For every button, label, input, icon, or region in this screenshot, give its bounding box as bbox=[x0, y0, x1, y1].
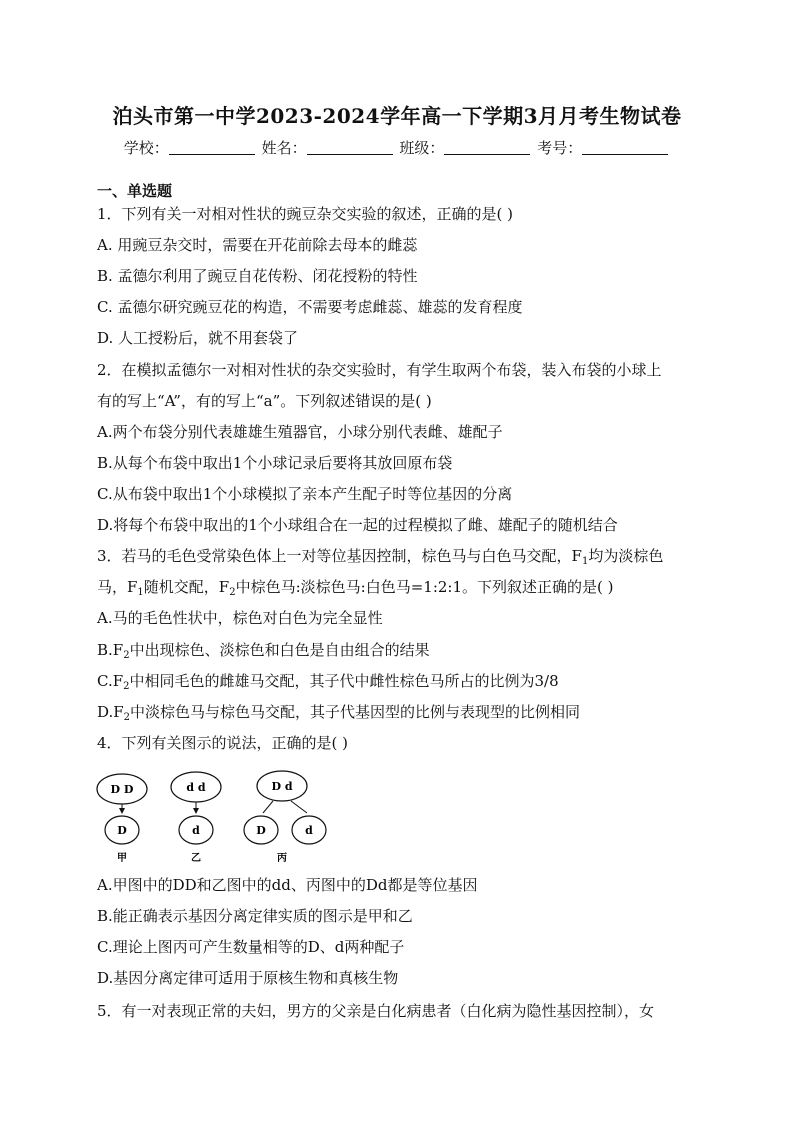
diagram-label: 乙 bbox=[191, 853, 201, 864]
q2-option-b: B.从每个布袋中取出1个小球记录后要将其放回原布袋 bbox=[97, 454, 453, 472]
branch-line bbox=[263, 801, 273, 813]
q4-option-c: C.理论上图丙可产生数量相等的D、d两种配子 bbox=[97, 938, 405, 956]
q2-stem-line2: 有的写上“A”，有的写上“a”。下列叙述错误的是( ) bbox=[97, 392, 432, 410]
gamete-text: D bbox=[256, 824, 266, 837]
subscript: 2 bbox=[123, 681, 130, 692]
q3-option-d bbox=[97, 702, 580, 722]
q4-option-a: A.甲图中的DD和乙图中的dd、丙图中的Dd都是等位基因 bbox=[97, 876, 478, 894]
q3-stem-text: 马，F bbox=[97, 578, 138, 596]
diagram-label: 甲 bbox=[117, 853, 127, 864]
subscript: 2 bbox=[123, 650, 130, 661]
exam-no-label: 考号： bbox=[537, 139, 583, 157]
section-title: 一、单选题 bbox=[97, 182, 173, 200]
name-label: 姓名： bbox=[261, 139, 307, 157]
subscript: 1 bbox=[137, 587, 144, 598]
genotype-text: D D bbox=[110, 783, 134, 796]
school-blank[interactable] bbox=[169, 140, 255, 155]
q3-stem-line2 bbox=[97, 577, 613, 597]
q3-stem-text: 随机交配，F bbox=[143, 578, 230, 596]
class-blank[interactable] bbox=[444, 140, 530, 155]
q1-stem: 1．下列有关一对相对性状的豌豆杂交实验的叙述，正确的是( ) bbox=[97, 205, 514, 223]
q4-option-d: D.基因分离定律可适用于原核生物和真核生物 bbox=[97, 969, 399, 987]
genotype-text: D d bbox=[271, 780, 293, 793]
q3-stem-text: 均为淡棕色 bbox=[588, 547, 664, 565]
gamete-text: D bbox=[117, 824, 127, 837]
diagram-label: 丙 bbox=[277, 853, 287, 864]
option-text: 中相同毛色的雌雄马交配，其子代中雌性棕色马所占的比例为3/8 bbox=[129, 672, 559, 690]
q1-option-a: A. 用豌豆杂交时，需要在开花前除去母本的雌蕊 bbox=[97, 236, 418, 254]
option-text: B.F bbox=[97, 641, 124, 659]
option-text: 中淡棕色马与棕色马交配，其子代基因型的比例与表现型的比例相同 bbox=[130, 703, 581, 721]
q5-stem-line1: 5．有一对表现正常的夫妇，男方的父亲是白化病患者（白化病为隐性基因控制），女 bbox=[97, 1002, 655, 1020]
subscript: 2 bbox=[123, 712, 131, 723]
exam-no-blank[interactable] bbox=[582, 140, 668, 155]
school-label: 学校： bbox=[123, 139, 169, 157]
class-label: 班级： bbox=[399, 139, 445, 157]
q2-option-c: C.从布袋中取出1个小球模拟了亲本产生配子时等位基因的分离 bbox=[97, 485, 513, 503]
name-blank[interactable] bbox=[307, 140, 393, 155]
option-text: D.F bbox=[97, 703, 124, 721]
student-info-row bbox=[0, 137, 794, 158]
q3-stem-text: 中棕色马:淡棕色马:白色马=1:2:1。下列叙述正确的是( ) bbox=[235, 578, 614, 596]
q1-option-c: C. 孟德尔研究豌豆花的构造，不需要考虑雌蕊、雄蕊的发育程度 bbox=[97, 298, 523, 316]
q3-option-a: A.马的毛色性状中，棕色对白色为完全显性 bbox=[97, 609, 383, 627]
gene-diagram bbox=[95, 768, 345, 868]
branch-line bbox=[291, 801, 307, 813]
q4-option-b: B.能正确表示基因分离定律实质的图示是甲和乙 bbox=[97, 907, 413, 925]
diagram-bing bbox=[244, 771, 326, 864]
q2-option-a: A.两个布袋分别代表雄雄生殖器官，小球分别代表雌、雄配子 bbox=[97, 423, 503, 441]
diagram-jia bbox=[97, 774, 147, 864]
q4-stem: 4．下列有关图示的说法，正确的是( ) bbox=[97, 734, 349, 752]
diagram-yi bbox=[171, 772, 221, 864]
q2-stem-line1: 2．在模拟孟德尔一对相对性状的杂交实验时，有学生取两个布袋，装入布袋的小球上 bbox=[97, 361, 662, 379]
q3-option-c bbox=[97, 671, 559, 691]
subscript: 1 bbox=[581, 556, 589, 567]
exam-title: 泊头市第一中学2023-2024学年高一下学期3月月考生物试卷 bbox=[112, 104, 682, 128]
subscript: 2 bbox=[229, 587, 236, 598]
q3-stem-text: 3．若马的毛色受常染色体上一对等位基因控制，棕色马与白色马交配，F bbox=[97, 547, 582, 565]
option-text: 中出现棕色、淡棕色和白色是自由组合的结果 bbox=[129, 641, 430, 659]
q1-option-b: B. 孟德尔利用了豌豆自花传粉、闭花授粉的特性 bbox=[97, 267, 418, 285]
gamete-text: d bbox=[305, 824, 313, 837]
q3-option-b bbox=[97, 640, 430, 660]
genotype-text: d d bbox=[186, 781, 206, 794]
gamete-text: d bbox=[192, 824, 200, 837]
q1-option-d: D. 人工授粉后，就不用套袋了 bbox=[97, 329, 299, 347]
q3-stem-line1 bbox=[97, 546, 663, 566]
q2-option-d: D.将每个布袋中取出的1个小球组合在一起的过程模拟了雌、雄配子的随机结合 bbox=[97, 516, 618, 534]
option-text: C.F bbox=[97, 672, 124, 690]
